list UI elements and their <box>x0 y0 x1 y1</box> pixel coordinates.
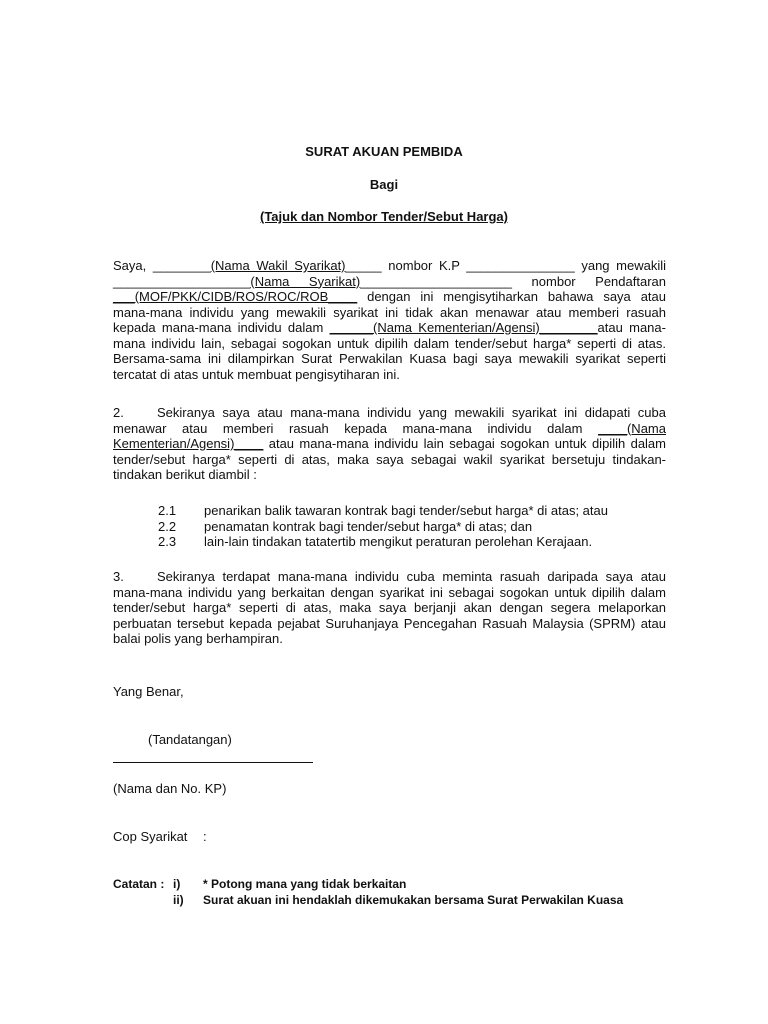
para1-syarikat-placeholder: (Nama Syarikat) <box>250 273 361 289</box>
list-item-number: 2.2 <box>158 518 177 534</box>
para1-l2c: _____________________ nombor Pendaftaran <box>360 273 666 289</box>
list-item-text: lain-lain tindakan tatatertib mengikut peraturan perolehan Kerajaan. <box>204 534 593 549</box>
notes-label: Catatan : <box>113 877 165 891</box>
action-list <box>158 503 678 550</box>
document-title: SURAT AKUAN PEMBIDA <box>305 144 463 159</box>
para1-l3b: dengan ini mengisytiharkan bahawa saya atau <box>357 289 666 304</box>
list-item-number: 2.1 <box>158 503 177 518</box>
document-subtitle: Bagi <box>369 177 399 192</box>
para3-number: 3. <box>113 569 124 584</box>
paragraph-3 <box>113 569 666 647</box>
para1-rest <box>113 305 666 382</box>
para1-line1 <box>113 258 666 274</box>
notes-spacer <box>113 893 173 909</box>
para1-line3 <box>113 289 666 305</box>
cop-syarikat-colon: : <box>203 829 207 844</box>
paragraph-2 <box>113 405 666 483</box>
note-row <box>113 877 713 893</box>
para1-l2a: ___________________ <box>113 273 251 289</box>
para2-text2: atau mana-mana individu lain sebagai sogokan untuk dipilih dalam tender/sebut harga* seperti di atas, maka saya sebagai wakil syarikat bersetuju tindakan-tindakan berikut diambil : <box>113 436 666 482</box>
para1-registration-placeholder: ___(MOF/PKK/CIDB/ROS/ROC/ROB____ <box>113 289 358 304</box>
para2-number: 2. <box>113 405 124 420</box>
signature-line <box>113 762 313 763</box>
para1-kementerian-placeholder: ______(Nama Kementerian/Agensi)________ <box>329 320 598 335</box>
list-item <box>158 519 678 535</box>
name-kp-label: (Nama dan No. KP) <box>113 781 227 796</box>
list-item <box>158 503 678 519</box>
para2-kementerian-placeholder: ____(Nama Kementerian/Agensi)____ <box>113 420 666 451</box>
tender-title-text: (Tajuk dan Nombor Tender/Sebut Harga) <box>260 209 508 224</box>
signature-label: (Tandatangan) <box>148 732 232 747</box>
tender-title <box>0 209 768 224</box>
list-item-text: penamatan kontrak bagi tender/sebut harga* di atas; dan <box>204 518 533 534</box>
para1-rest2: atau mana-mana individu lain, sebagai sogokan untuk dipilih dalam tender/sebut harga* seperti di atas. Bersama-sama ini dilampirkan Surat Perwakilan Kuasa bagi saya mewakili syarikat seperti tercatat di atas untuk membuat pengisytiharan ini. <box>113 320 666 382</box>
para1-l1a: Saya, ________ <box>113 258 211 273</box>
cop-syarikat-label: Cop Syarikat <box>113 829 188 844</box>
note-text: Surat akuan ini hendaklah dikemukakan bersama Surat Perwakilan Kuasa <box>203 892 624 907</box>
notes-section <box>113 877 713 908</box>
para3-text: Sekiranya terdapat mana-mana individu cuba meminta rasuah daripada saya atau mana-mana individu yang berkaitan dengan syarikat ini sebagai sogokan untuk dipilih dalam tender/sebut harga* seperti di atas, maka saya berjanji akan dengan segera melaporkan perbuatan tersebut kepada pejabat Suruhanjaya Pencegahan Rasuah Malaysia (SPRM) atau balai polis yang berhampiran. <box>113 569 666 646</box>
paragraph-1 <box>113 258 666 382</box>
note-row <box>113 893 713 909</box>
note-number: i) <box>173 877 181 891</box>
para2-text1: Sekiranya saya atau mana-mana individu yang mewakili syarikat ini didapati cuba menawar atau memberi rasuah kepada mana-mana individu dalam <box>113 405 666 436</box>
para1-rest1: mana-mana individu yang mewakili syarikat ini tidak akan menawar atau memberi rasuah kepada mana-mana individu dalam <box>113 304 666 335</box>
para1-l1c: _____ nombor K.P _______________ yang mewakili <box>345 258 666 273</box>
para1-wakil-placeholder: (Nama Wakil Syarikat) <box>210 258 346 273</box>
closing-text: Yang Benar, <box>113 684 184 699</box>
list-item <box>158 534 678 550</box>
para1-line2 <box>113 274 666 290</box>
note-number: ii) <box>173 892 184 907</box>
note-text: * Potong mana yang tidak berkaitan <box>203 877 407 891</box>
list-item-number: 2.3 <box>158 534 177 549</box>
list-item-text: penarikan balik tawaran kontrak bagi tender/sebut harga* di atas; atau <box>204 503 608 518</box>
